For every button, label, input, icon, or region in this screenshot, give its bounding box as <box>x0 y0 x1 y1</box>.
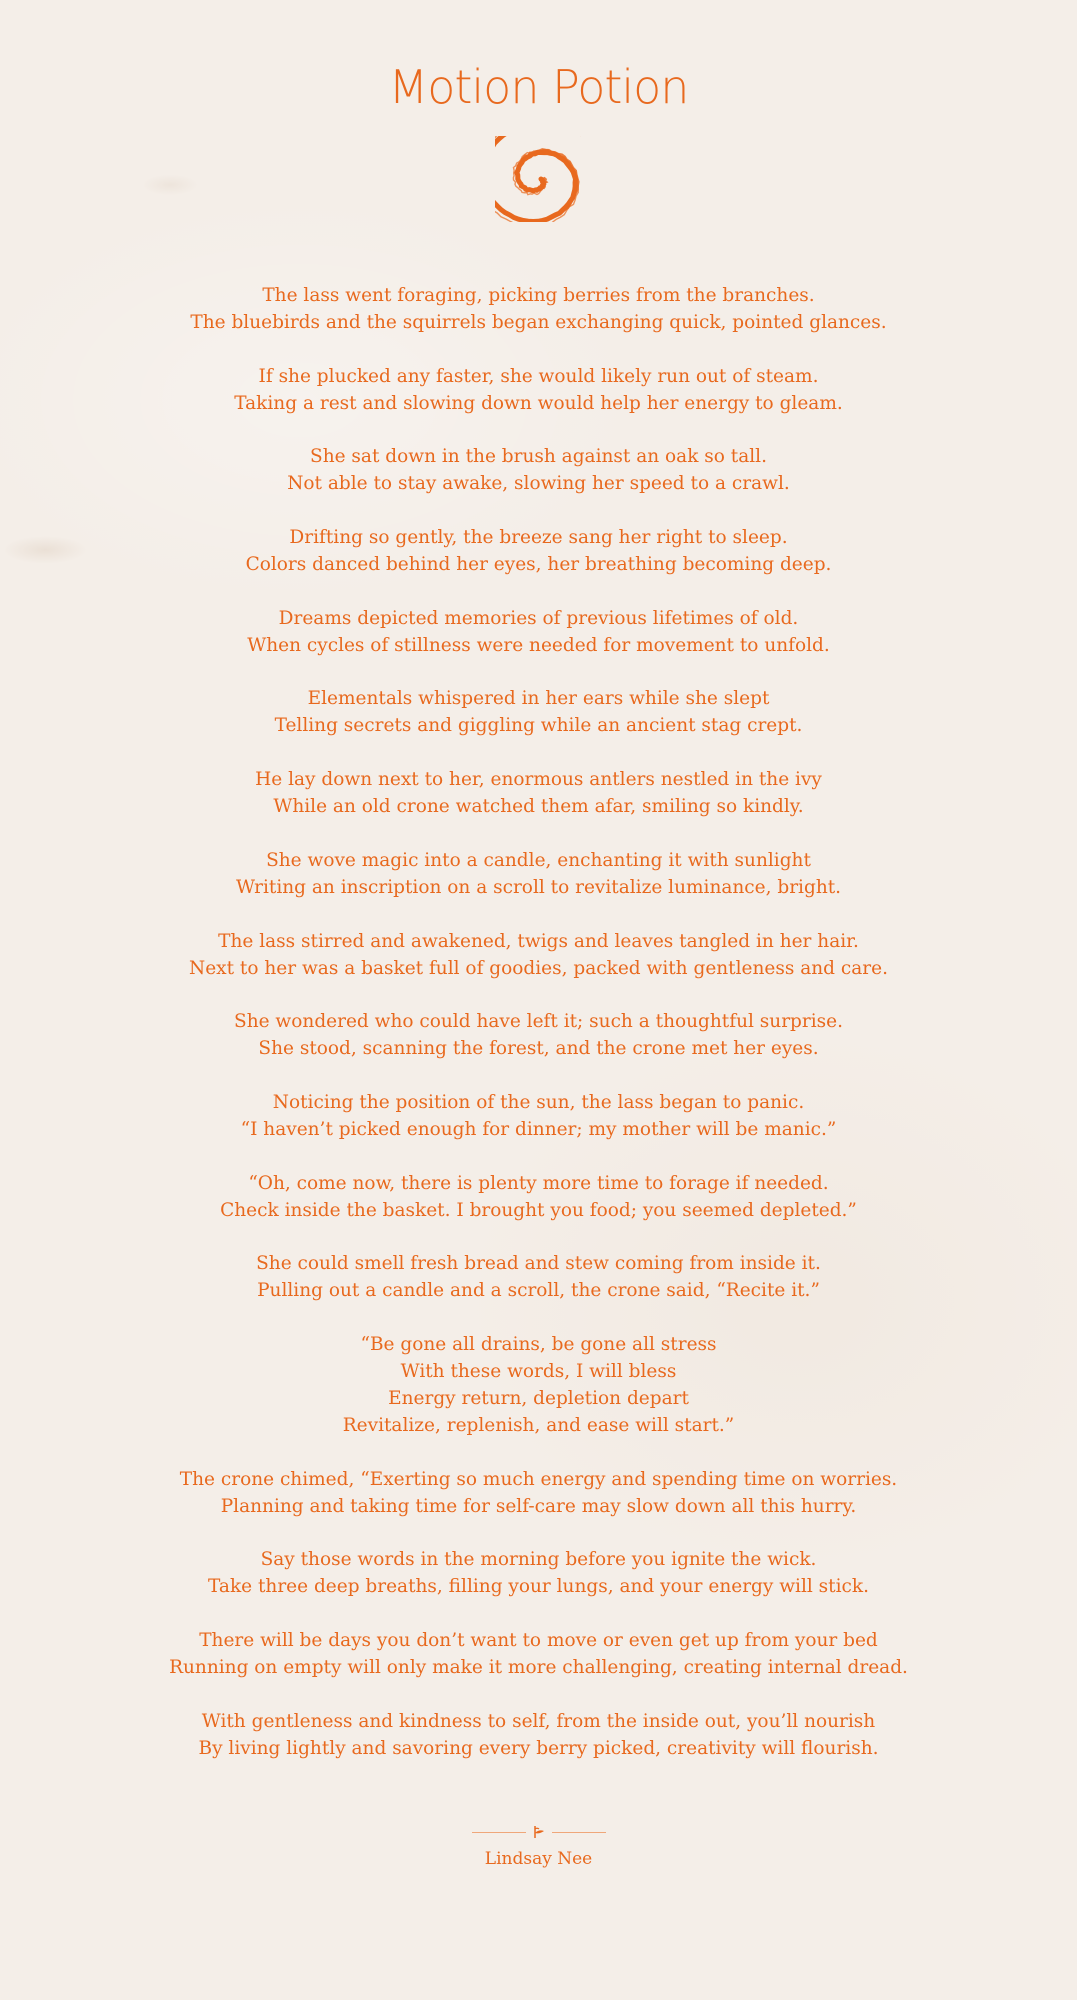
stanza <box>0 847 1077 901</box>
divider-rule-left <box>472 1832 526 1833</box>
poem-line: Next to her was a basket full of goodies, packed with gentleness and care. <box>189 957 888 979</box>
poem-line: The lass stirred and awakened, twigs and leaves tangled in her hair. <box>218 930 859 952</box>
stanza <box>0 363 1077 417</box>
stanza <box>0 1627 1077 1681</box>
poem-line: With gentleness and kindness to self, from the inside out, you’ll nourish <box>201 1710 876 1732</box>
poem-line: He lay down next to her, enormous antlers nestled in the ivy <box>255 769 822 791</box>
poem-line: Telling secrets and giggling while an ancient stag crept. <box>274 715 803 737</box>
stanza <box>0 928 1077 982</box>
poem-line: “Be gone all drains, be gone all stress <box>360 1333 717 1355</box>
stanza <box>0 1089 1077 1143</box>
poem-line: If she plucked any faster, she would likely run out of steam. <box>258 365 819 387</box>
poem-line: Elementals whispered in her ears while she slept <box>307 688 770 710</box>
poem-line: She wove magic into a candle, enchanting it with sunlight <box>266 849 811 871</box>
poem-line: Noticing the position of the sun, the lass began to panic. <box>272 1091 805 1113</box>
stanza <box>0 1250 1077 1304</box>
poem-line: Writing an inscription on a scroll to revitalize luminance, bright. <box>235 876 842 898</box>
poem-line: The bluebirds and the squirrels began exchanging quick, pointed glances. <box>190 312 887 333</box>
poem-line: She could smell fresh bread and stew coming from inside it. <box>256 1253 821 1275</box>
stanza <box>0 766 1077 820</box>
stanza <box>0 1331 1077 1439</box>
poem-line: Taking a rest and slowing down would help her energy to gleam. <box>234 392 843 414</box>
poem-title: Motion Potion <box>388 60 689 114</box>
poem-line: Planning and taking time for self-care may slow down all this hurry. <box>220 1495 857 1517</box>
spiral-icon <box>495 136 581 222</box>
stanza <box>0 1708 1077 1762</box>
signature-block <box>0 1822 1077 1870</box>
poem-line: The lass went foraging, picking berries from the branches. <box>262 285 815 306</box>
poem-line: With these words, I will bless <box>400 1360 677 1382</box>
poem-line: Dreams depicted memories of previous lifetimes of old. <box>278 607 799 629</box>
stanza <box>0 443 1077 497</box>
author-name: Lindsay Nee <box>484 1849 593 1869</box>
stanza <box>0 524 1077 578</box>
poem-line: By living lightly and savoring every berry picked, creativity will flourish. <box>198 1737 879 1759</box>
stanza <box>0 1546 1077 1600</box>
stanza <box>0 1466 1077 1520</box>
stanza <box>0 1170 1077 1224</box>
poem-line: Not able to stay awake, slowing her speed to a crawl. <box>287 473 790 495</box>
poem-line: She wondered who could have left it; such a thoughtful surprise. <box>234 1011 843 1033</box>
poem-line: “I haven’t picked enough for dinner; my mother will be manic.” <box>240 1118 837 1140</box>
poem-line: Take three deep breaths, filling your lungs, and your energy will stick. <box>208 1576 869 1598</box>
stanza <box>0 1008 1077 1062</box>
ornament-divider <box>0 1822 1077 1842</box>
poem-line: There will be days you don’t want to move or even get up from your bed <box>199 1630 878 1651</box>
poem-line: Energy return, depletion depart <box>388 1387 689 1409</box>
poem-line: She stood, scanning the forest, and the crone met her eyes. <box>258 1038 819 1060</box>
poem-line: Running on empty will only make it more challenging, creating internal dread. <box>169 1657 908 1678</box>
poem-line: The crone chimed, “Exerting so much energy and spending time on worries. <box>179 1468 898 1490</box>
stanza <box>0 685 1077 739</box>
stanza <box>0 282 1077 336</box>
poem-line: “Oh, come now, there is plenty more time to forage if needed. <box>248 1172 829 1194</box>
sprout-icon <box>532 1824 546 1840</box>
poem-line: While an old crone watched them afar, smiling so kindly. <box>273 796 804 818</box>
poem-line: Colors danced behind her eyes, her breathing becoming deep. <box>245 554 832 576</box>
poem-line: Say those words in the morning before you ignite the wick. <box>260 1549 817 1571</box>
poem-line: Pulling out a candle and a scroll, the crone said, “Recite it.” <box>257 1280 820 1302</box>
poem-line: Drifting so gently, the breeze sang her right to sleep. <box>289 527 788 549</box>
divider-rule-right <box>552 1832 606 1833</box>
poem-body <box>0 282 1077 1788</box>
poem-line: Check inside the basket. I brought you food; you seemed depleted.” <box>220 1199 857 1221</box>
poem-line: Revitalize, replenish, and ease will start.” <box>342 1414 735 1436</box>
stanza <box>0 605 1077 659</box>
poem-line: She sat down in the brush against an oak so tall. <box>310 446 767 468</box>
poem-line: When cycles of stillness were needed for movement to unfold. <box>247 634 830 656</box>
